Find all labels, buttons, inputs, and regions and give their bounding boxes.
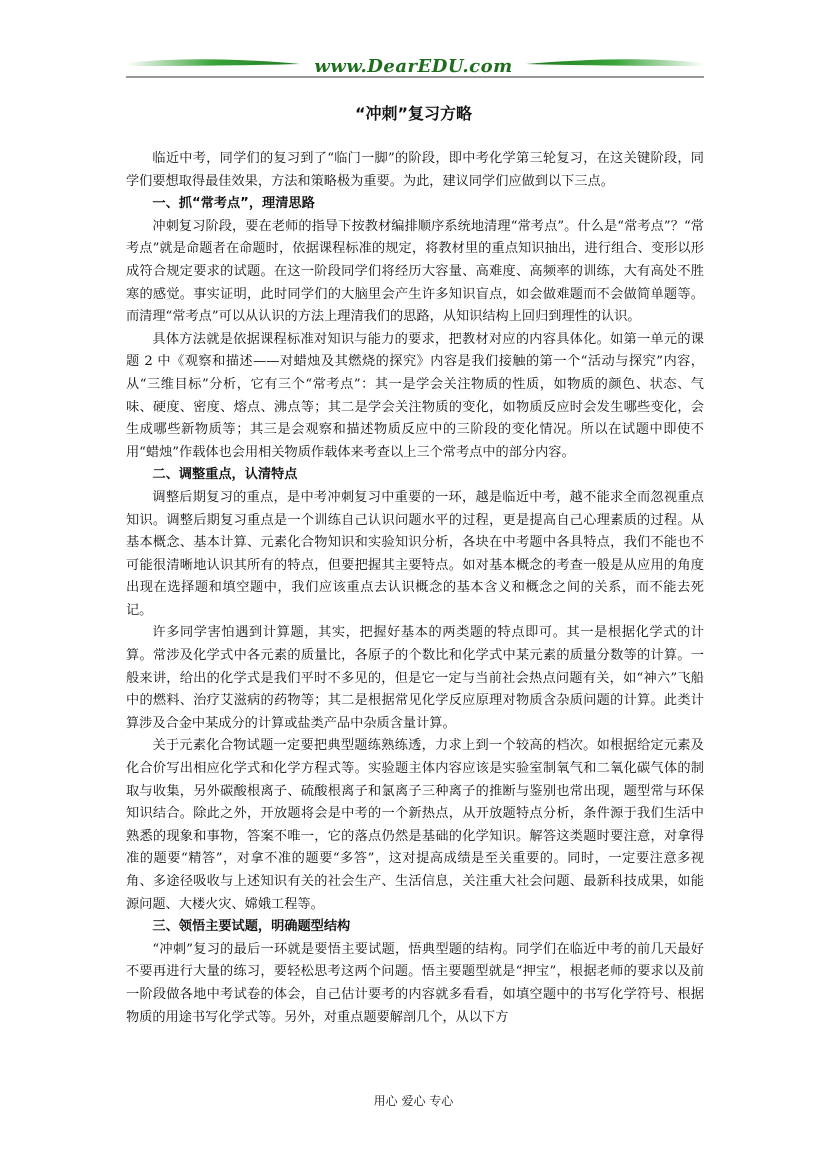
site-logo: www.DearEDU.com	[314, 56, 513, 77]
document-body	[126, 148, 704, 1029]
section-2-paragraph-2: 许多同学害怕遇到计算题，其实，把握好基本的两类题的特点即可。其一是根据化学式的计算。常涉及化学式中各元素的质量比，各原子的个数比和化学式中某元素的质量分数等的计算。一般来讲，给出的化学式是我们平时不多见的，但是它一定与当前社会热点问题有关，如“神六”飞船中的燃料、治疗艾滋病的药物等；其二是根据常见化学反应原理对物质含杂质问题的计算。此类计算涉及合金中某成分的计算或盐类产品中杂质含量计算。	[126, 625, 704, 731]
section-1-paragraph-2: 具体方法就是依据课程标准对知识与能力的要求，把教材对应的内容具体化。如第一单元的课题 2 中《观察和描述——对蜡烛及其燃烧的探究》内容是我们接触的第一个“活动与探究”内容，从“三维目标”分析，它有三个“常考点”：其一是学会关注物质的性质，如物质的颜色、状态、气味、硬度、密度、熔点、沸点等；其二是学会关注物质的变化，如物质反应时会发生哪些变化，会生成哪些新物质等；其三是会观察和描述物质反应中的三阶段的变化情况。所以在试题中即使不用“蜡烛”作载体也会用相关物质作载体来考查以上三个常考点中的部分内容。	[126, 331, 704, 460]
intro-paragraph: 临近中考，同学们的复习到了“临门一脚”的阶段，即中考化学第三轮复习，在这关键阶段，同学们要想取得最佳效果，方法和策略极为重要。为此，建议同学们应做到以下三点。	[126, 151, 704, 189]
document-title: “冲刺”复习方略	[354, 104, 473, 123]
page-footer: 用心 爱心 专心	[373, 1094, 454, 1108]
section-heading-3: 三、领悟主要试题，明确题型结构	[152, 919, 351, 935]
section-1-paragraph-1: 冲刺复习阶段，要在老师的指导下按教材编排顺序系统地清理“常考点”。什么是“常考点”？“常考点”就是命题者在命题时，依据课程标准的规定，将教材里的重点知识抽出，进行组合、变形以形成符合规定要求的试题。在这一阶段同学们将经历大容量、高难度、高频率的训练，大有高处不胜寒的感觉。事实证明，此时同学们的大脑里会产生许多知识盲点，如会做难题而不会做简单题等。而清理“常考点”可以从认识的方法上理清我们的思路，从知识结构上回归到理性的认识。	[126, 218, 704, 325]
section-2-paragraph-3: 关于元素化合物试题一定要把典型题练熟练透，力求上到一个较高的档次。如根据给定元素及化合价写出相应化学式和化学方程式等。实验题主体内容应该是实验室制氧气和二氧化碳气体的制取与收集，另外碳酸根离子、硫酸根离子和氯离子三种离子的推断与鉴别也常出现，题型常与环保知识结合。除此之外，开放题将会是中考的一个新热点，从开放题特点分析，条件源于我们生活中熟悉的现象和事物，答案不唯一，它的落点仍然是基础的化学知识。解答这类题时要注意，对拿得准的题要“精答”，对拿不准的题要“多答”，这对提高成绩是至关重要的。同时，一定要注意多视角、多途径吸收与上述知识有关的社会生产、生活信息，关注重大社会问题、最新科技成果，如能源问题、大楼火灾、嫦娥工程等。	[126, 738, 704, 912]
header-banner	[0, 0, 827, 90]
section-3-paragraph-1: “冲刺”复习的最后一环就是要悟主要试题，悟典型题的结构。同学们在临近中考的前几天最好不要再进行大量的练习，要轻松思考这两个问题。悟主要题型就是“押宝”，根据老师的要求以及前一阶段做各地中考试卷的体会，自己估计要考的内容就多看看，如填空题中的书写化学符号、根据物质的用途书写化学式等。另外，对重点题要解剖几个，从以下方	[126, 941, 704, 1025]
section-heading-2: 二、调整重点，认清特点	[152, 467, 298, 483]
section-heading-1: 一、抓“常考点”，理清思路	[152, 196, 315, 212]
section-2-paragraph-1: 调整后期复习的重点，是中考冲刺复习中重要的一环，越是临近中考，越不能求全而忽视重点知识。调整后期复习重点是一个训练自己认识问题水平的过程，更是提高自己心理素质的过程。从基本概念、基本计算、元素化合物知识和实验知识分析，各块在中考题中各具特点，我们不能也不可能很清晰地认识其所有的特点，但要把握其主要特点。如对基本概念的考查一般是从应用的角度出现在选择题和填空题中，我们应该重点去认识概念的基本含义和概念之间的关系，而不能去死记。	[126, 489, 704, 618]
